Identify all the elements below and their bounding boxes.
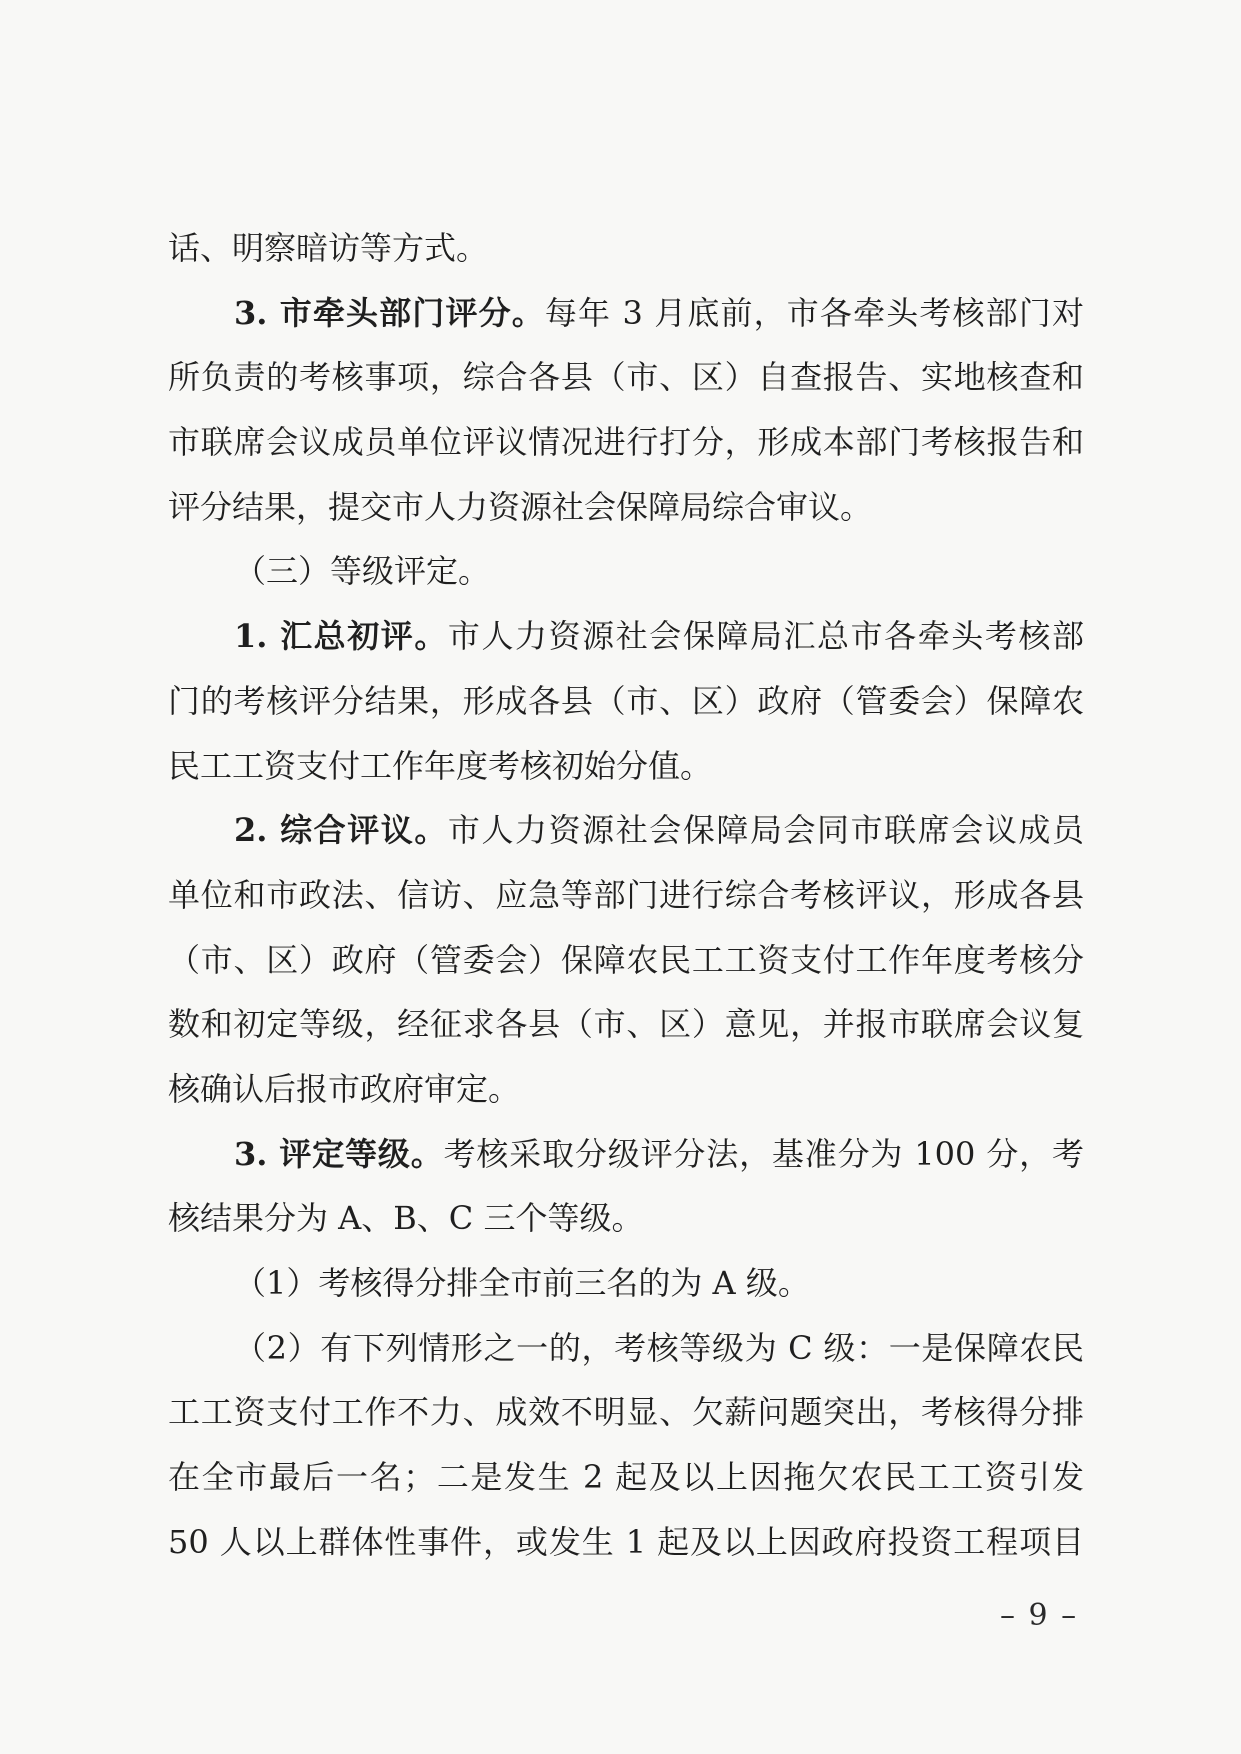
item-heading: 2. 综合评议。 [234, 811, 448, 850]
list-item [168, 1316, 1084, 1381]
line-text: 50 人以上群体性事件，或发生 1 起及以上因政府投资工程项目 [168, 1522, 1084, 1561]
body-line [168, 1445, 1084, 1510]
item-heading: 1. 汇总初评。 [234, 617, 448, 656]
body-line [168, 669, 1084, 734]
line-text: 所负责的考核事项，综合各县（市、区）自查报告、实地核查和 [168, 358, 1084, 397]
line-text: （1）考核得分排全市前三名的为 A 级。 [234, 1264, 810, 1302]
line-text: 门的考核评分结果，形成各县（市、区）政府（管委会）保障农 [168, 681, 1084, 720]
body-text [168, 216, 1084, 1574]
paragraph-start-line [168, 798, 1084, 863]
body-line [168, 216, 1084, 281]
section-heading [168, 539, 1084, 604]
line-text: 市联席会议成员单位评议情况进行打分，形成本部门考核报告和 [168, 423, 1084, 462]
body-line [168, 734, 1084, 799]
line-text: 在全市最后一名；二是发生 2 起及以上因拖欠农民工工资引发 [168, 1458, 1084, 1497]
body-line [168, 345, 1084, 410]
item-heading: 3. 市牵头部门评分。 [234, 293, 545, 332]
body-line [168, 1057, 1084, 1122]
body-line [168, 475, 1084, 540]
body-line [168, 1380, 1084, 1445]
line-text: 工工资支付工作不力、成效不明显、欠薪问题突出，考核得分排 [168, 1393, 1084, 1432]
paragraph-start-line [168, 604, 1084, 669]
body-line [168, 928, 1084, 993]
line-text: 单位和市政法、信访、应急等部门进行综合考核评议，形成各县 [168, 875, 1084, 914]
list-item [168, 1251, 1084, 1316]
line-text: 市人力资源社会保障局汇总市各牵头考核部 [447, 617, 1084, 656]
line-text: 话、明察暗访等方式。 [168, 229, 489, 267]
line-text: 评分结果，提交市人力资源社会保障局综合审议。 [168, 487, 873, 526]
line-text: 民工工资支付工作年度考核初始分值。 [168, 746, 713, 785]
line-text: 数和初定等级，经征求各县（市、区）意见，并报市联席会议复 [168, 1005, 1084, 1044]
line-text: 核确认后报市政府审定。 [168, 1069, 521, 1108]
body-line [168, 410, 1084, 475]
body-line [168, 863, 1084, 928]
line-text: 核结果分为 A、B、C 三个等级。 [168, 1199, 644, 1238]
line-text: 市人力资源社会保障局会同市联席会议成员 [447, 811, 1084, 850]
line-text: （三）等级评定。 [234, 552, 491, 591]
line-text: 每年 3 月底前，市各牵头考核部门对 [544, 293, 1084, 332]
body-line [168, 1186, 1084, 1251]
page-number: – 9 – [1000, 1598, 1079, 1633]
line-text: 考核采取分级评分法，基准分为 100 分，考 [443, 1134, 1084, 1173]
item-heading: 3. 评定等级。 [234, 1134, 444, 1173]
body-line [168, 992, 1084, 1057]
paragraph-start-line [168, 281, 1084, 346]
line-text: （2）有下列情形之一的，考核等级为 C 级：一是保障农民 [234, 1328, 1084, 1367]
body-line [168, 1510, 1084, 1575]
line-text: （市、区）政府（管委会）保障农民工工资支付工作年度考核分 [168, 940, 1084, 979]
paragraph-start-line [168, 1122, 1084, 1187]
